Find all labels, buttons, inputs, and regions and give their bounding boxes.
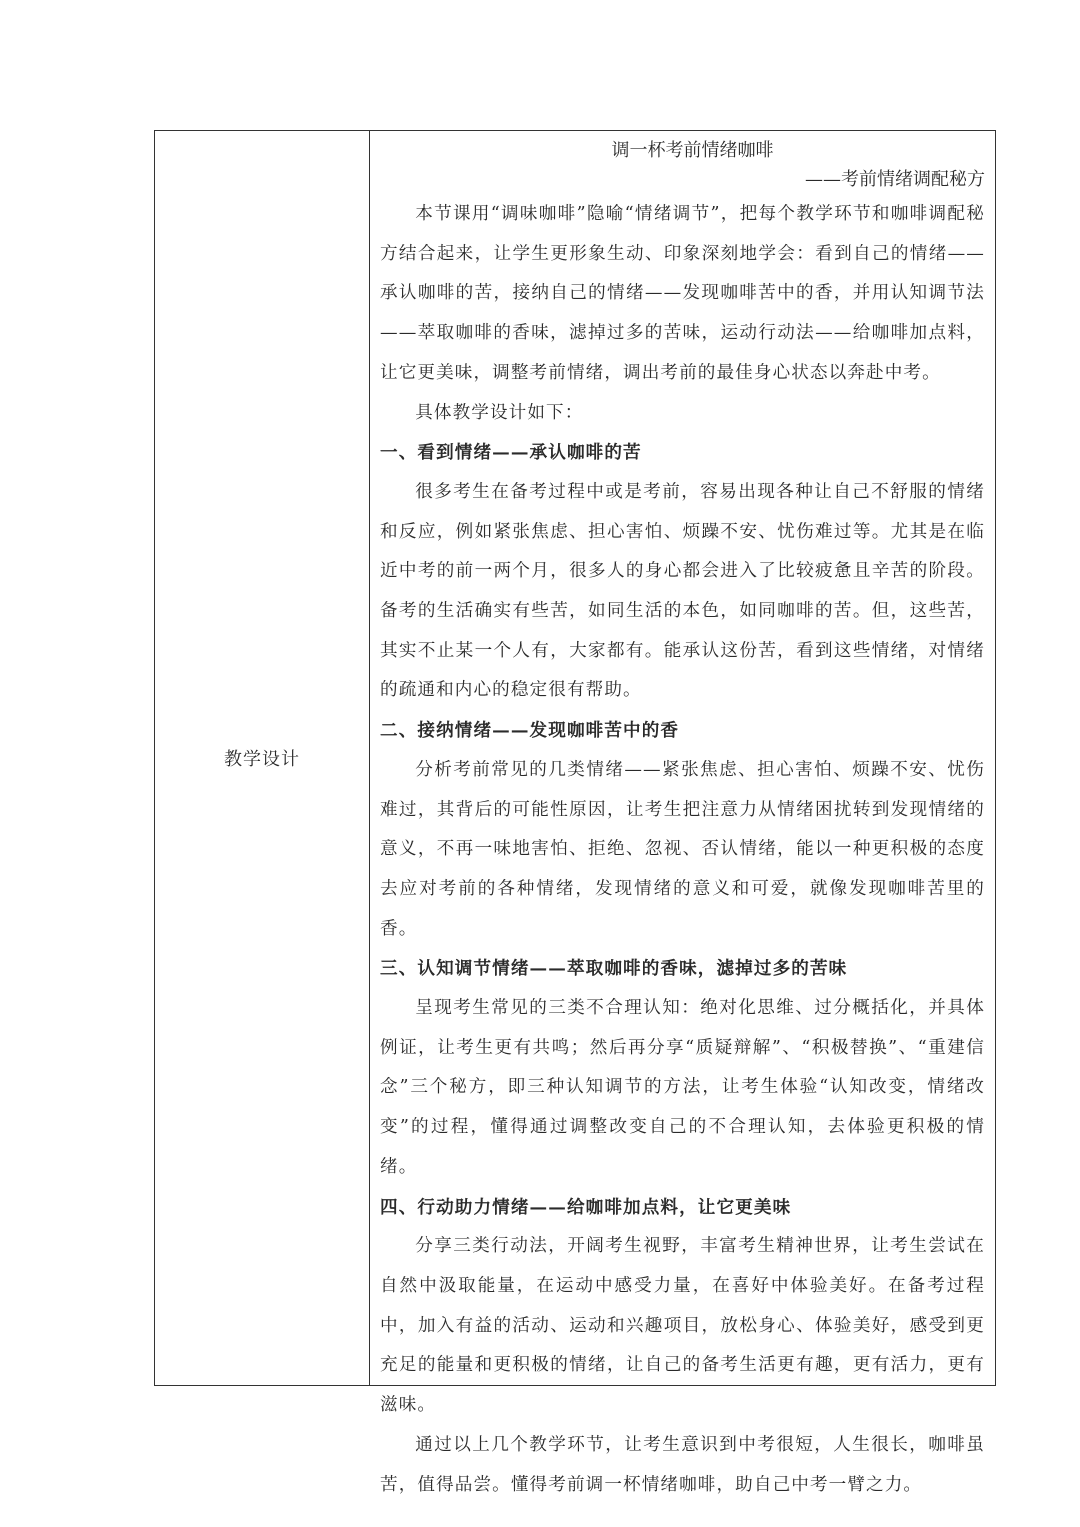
section-paragraph: 分析考前常见的几类情绪——紧张焦虑、担心害怕、烦躁不安、忧伤难过，其背后的可能性原因，让考生把注意力从情绪困扰转到发现情绪的意义，不再一味地害怕、拒绝、忽视、否认情绪，能以一种更积极的态度去应对考前的各种情绪，发现情绪的意义和可爱，就像发现咖啡苦里的香。 [380, 759, 985, 939]
conclusion-paragraph: 通过以上几个教学环节，让考生意识到中考很短，人生很长，咖啡虽苦，值得品尝。懂得考前调一杯情绪咖啡，助自己中考一臂之力。 [380, 1434, 985, 1495]
section-heading: 三、认知调节情绪——萃取咖啡的香味，滤掉过多的苦味 [380, 958, 848, 980]
content-cell [370, 131, 995, 1495]
lead-paragraph: 具体教学设计如下： [415, 402, 584, 423]
section-paragraph: 呈现考生常见的三类不合理认知：绝对化思维、过分概括化，并具体例证，让考生更有共鸣；然后再分享“质疑辩解”、“积极替换”、“重建信念”三个秘方，即三种认知调节的方法，让考生体验“认知改变，情绪改变”的过程，懂得通过调整改变自己的不合理认知，去体验更积极的情绪。 [380, 998, 985, 1177]
section-heading: 一、看到情绪——承认咖啡的苦 [380, 442, 642, 464]
lesson-title: 调一杯考前情绪咖啡 [611, 140, 774, 161]
lesson-table [154, 130, 996, 1495]
section-paragraph: 分享三类行动法，开阔考生视野，丰富考生精神世界，让考生尝试在自然中汲取能量，在运动中感受力量，在喜好中体验美好。在备考过程中，加入有益的活动、运动和兴趣项目，放松身心、体验美好，感受到更充足的能量和更积极的情绪，让自己的备考生活更有趣，更有活力，更有滋味。 [380, 1236, 985, 1416]
intro-paragraph: 本节课用“调味咖啡”隐喻“情绪调节”，把每个教学环节和咖啡调配秘方结合起来，让学生更形象生动、印象深刻地学会：看到自己的情绪——承认咖啡的苦，接纳自己的情绪——发现咖啡苦中的香，并用认知调节法——萃取咖啡的香味，滤掉过多的苦味，运动行动法——给咖啡加点料，让它更美味，调整考前情绪，调出考前的最佳身心状态以奔赴中考。 [380, 204, 985, 383]
section-heading: 四、行动助力情绪——给咖啡加点料，让它更美味 [380, 1196, 792, 1218]
lesson-subtitle: ——考前情绪调配秘方 [805, 169, 985, 190]
section-paragraph: 很多考生在备考过程中或是考前，容易出现各种让自己不舒服的情绪和反应，例如紧张焦虑、担心害怕、烦躁不安、忧伤难过等。尤其是在临近中考的前一两个月，很多人的身心都会进入了比较疲惫且辛苦的阶段。备考的生活确实有些苦，如同生活的本色，如同咖啡的苦。但，这些苦，其实不止某一个人有，大家都有。能承认这份苦，看到这些情绪，对情绪的疏通和内心的稳定很有帮助。 [380, 481, 985, 701]
row-label-cell [155, 131, 370, 1385]
row-label: 教学设计 [224, 749, 300, 770]
section-heading: 二、接纳情绪——发现咖啡苦中的香 [380, 720, 680, 742]
